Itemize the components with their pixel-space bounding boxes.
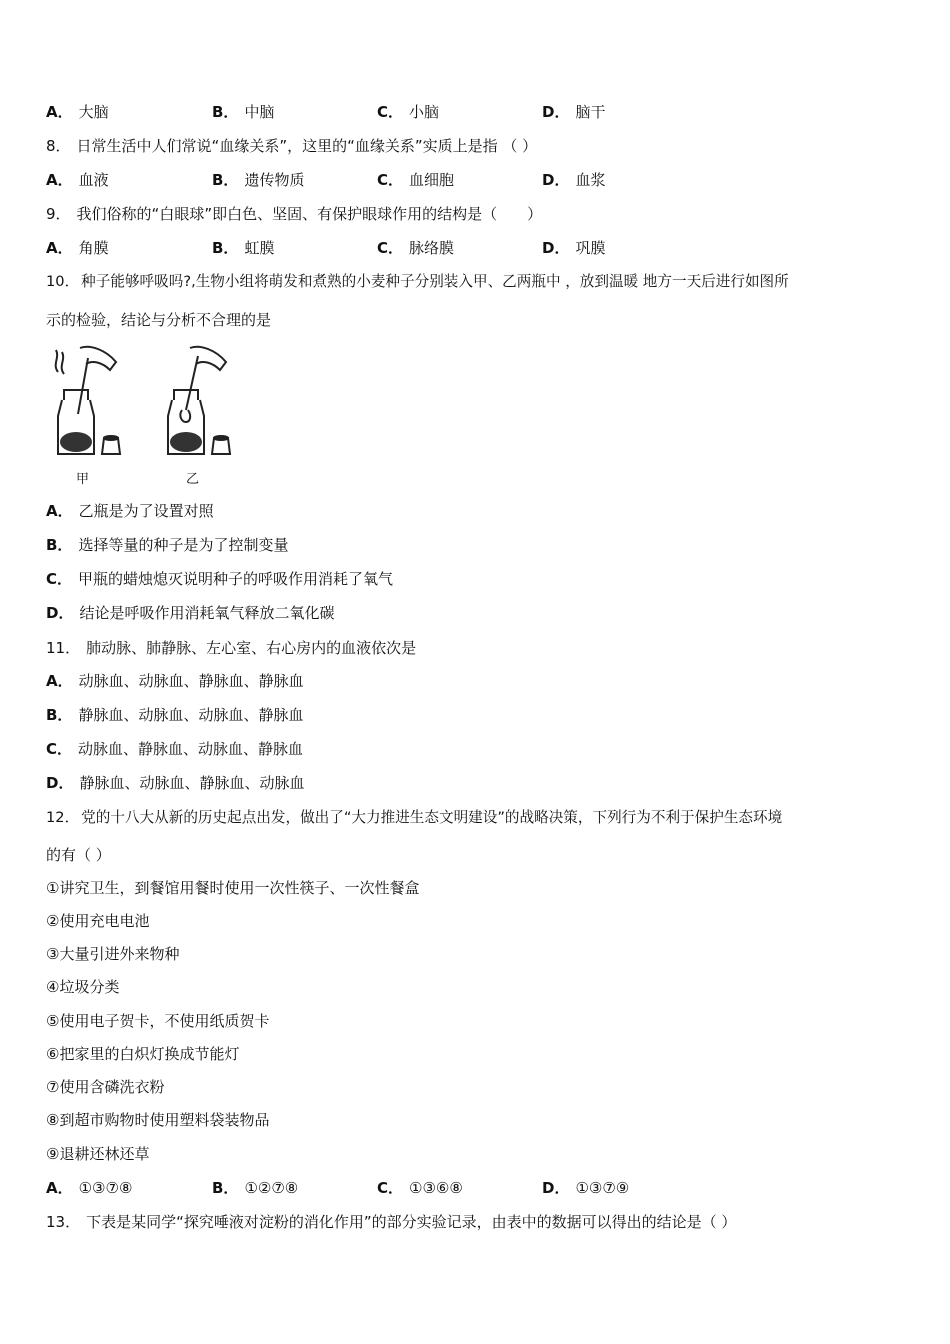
q8-option-c: C． 血细胞: [377, 171, 455, 189]
q12-option-a: A． ①③⑦⑧: [46, 1179, 133, 1197]
q8-option-a: A． 血液: [46, 171, 109, 189]
q7-option-a: A． 大脑: [46, 103, 109, 121]
q10-figure: [46, 344, 246, 489]
figure-label-yi: 乙: [186, 472, 200, 487]
q9-option-b: B． 虹膜: [212, 239, 275, 257]
jar-yi-illustration: [168, 347, 230, 454]
q10-option-b: B． 选择等量的种子是为了控制变量: [46, 536, 289, 554]
q12-item-3: ③大量引进外来物种: [46, 945, 180, 963]
q10-option-d: D． 结论是呼吸作用消耗氧气释放二氧化碳: [46, 604, 335, 622]
q12-item-5: ⑤使用电子贺卡，不使用纸质贺卡: [46, 1012, 270, 1030]
q8-stem: 8． 日常生活中人们常说“血缘关系”，这里的“血缘关系”实质上是指 （ ）: [46, 137, 538, 155]
q12-option-c: C． ①③⑥⑧: [377, 1179, 463, 1197]
q8-option-d: D． 血浆: [542, 171, 606, 189]
figure-label-jia: 甲: [76, 472, 90, 487]
jar-jia-illustration: [56, 347, 120, 454]
q12-item-4: ④垃圾分类: [46, 978, 120, 996]
q12-item-8: ⑧到超市购物时使用塑料袋装物品: [46, 1111, 270, 1129]
q11-option-b: B． 静脉血、动脉血、动脉血、静脉血: [46, 706, 304, 724]
q10-stem-line2: 示的检验，结论与分析不合理的是: [46, 311, 272, 329]
q12-option-d: D． ①③⑦⑨: [542, 1179, 630, 1197]
q7-option-b: B． 中脑: [212, 103, 275, 121]
q7-option-c: C． 小脑: [377, 103, 440, 121]
q12-option-b: B． ①②⑦⑧: [212, 1179, 299, 1197]
q10-option-c: C． 甲瓶的蜡烛熄灭说明种子的呼吸作用消耗了氧气: [46, 570, 394, 588]
q12-stem-line1: 12． 党的十八大从新的历史起点出发，做出了“大力推进生态文明建设”的战略决策，下列行为不利于保护生态环境: [46, 809, 783, 826]
q10-option-a: A． 乙瓶是为了设置对照: [46, 502, 214, 520]
q11-option-d: D． 静脉血、动脉血、静脉血、动脉血: [46, 774, 305, 792]
q12-item-6: ⑥把家里的白炽灯换成节能灯: [46, 1045, 240, 1063]
q12-item-1: ①讲究卫生，到餐馆用餐时使用一次性筷子、一次性餐盒: [46, 879, 420, 897]
q12-stem-line2: 的有（ ）: [46, 846, 111, 864]
q12-item-2: ②使用充电电池: [46, 912, 150, 930]
q9-option-c: C． 脉络膜: [377, 239, 455, 257]
q12-item-9: ⑨退耕还林还草: [46, 1145, 150, 1163]
q9-stem: 9． 我们俗称的“白眼球”即白色、坚固、有保护眼球作用的结构是（ ）: [46, 205, 543, 223]
q10-figure-drawing: [46, 344, 246, 469]
q11-stem: 11． 肺动脉、肺静脉、左心室、右心房内的血液依次是: [46, 639, 417, 657]
q11-option-c: C． 动脉血、静脉血、动脉血、静脉血: [46, 740, 304, 758]
q9-option-d: D． 巩膜: [542, 239, 606, 257]
q11-option-a: A． 动脉血、动脉血、静脉血、静脉血: [46, 672, 304, 690]
q10-stem-line1: 10． 种子能够呼吸吗?,生物小组将萌发和煮熟的小麦种子分别装入甲、乙两瓶中 ，放到温暖 地方一天后进行如图所: [46, 273, 789, 290]
q8-option-b: B． 遗传物质: [212, 171, 305, 189]
q12-item-7: ⑦使用含磷洗衣粉: [46, 1078, 165, 1096]
q7-option-d: D． 脑干: [542, 103, 606, 121]
q9-option-a: A． 角膜: [46, 239, 109, 257]
q13-stem: 13． 下表是某同学“探究唾液对淀粉的消化作用”的部分实验记录，由表中的数据可以得出的结论是（ ）: [46, 1213, 737, 1231]
